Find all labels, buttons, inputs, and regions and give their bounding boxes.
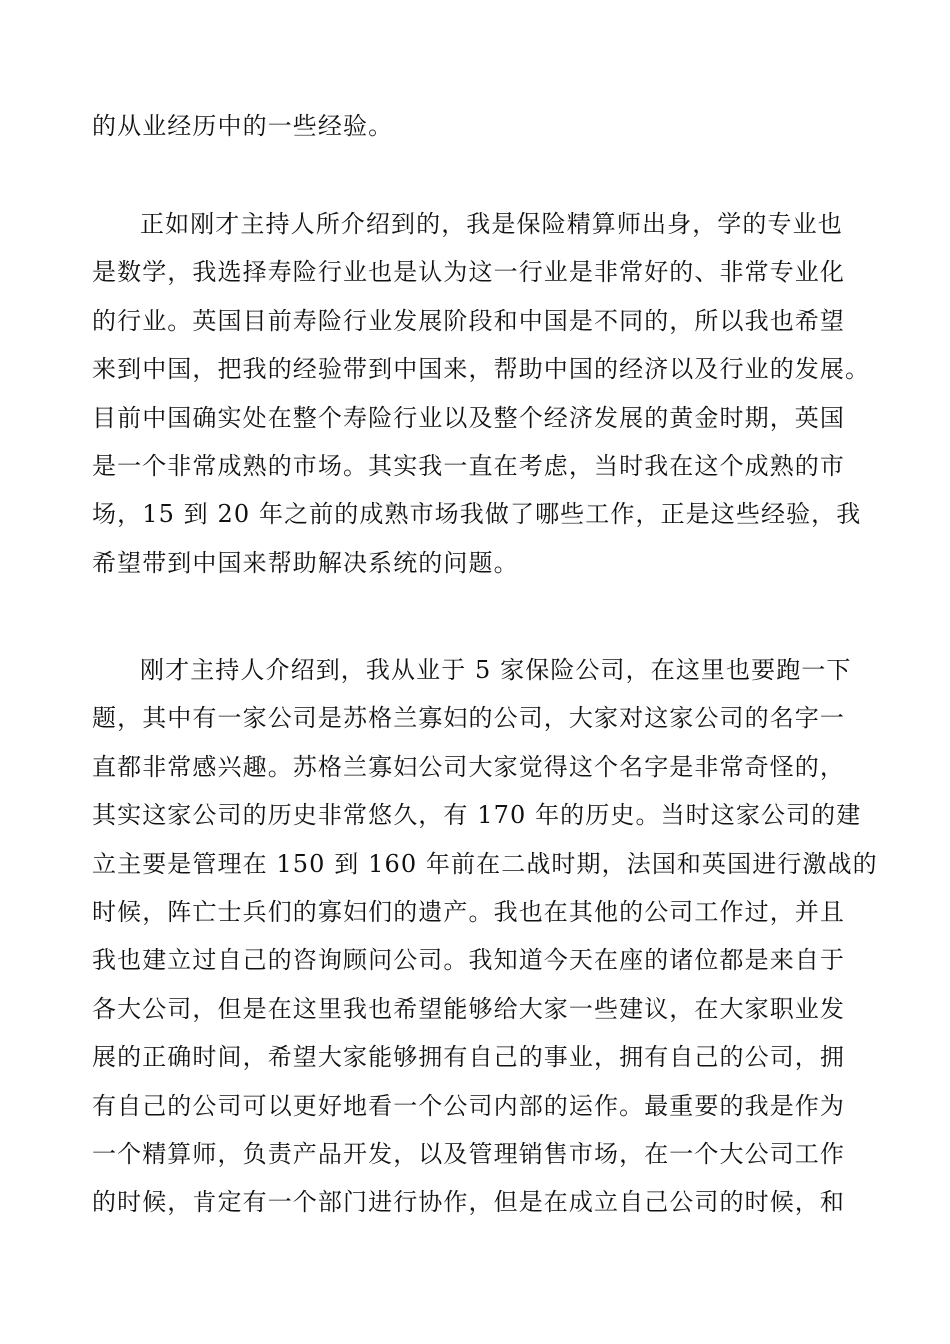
text-line: 是一个非常成熟的市场。其实我一直在考虑，当时我在这个成熟的市	[92, 451, 845, 480]
text-line: 的行业。英国目前寿险行业发展阶段和中国是不同的，所以我也希望	[92, 306, 845, 335]
text-line: 我也建立过自己的咨询顾问公司。我知道今天在座的诸位都是来自于	[92, 946, 845, 975]
text-line: 的时候，肯定有一个部门进行协作，但是在成立自己公司的时候，和	[92, 1188, 845, 1217]
paragraph	[92, 102, 892, 150]
text-line: 时候，阵亡士兵们的寡妇们的遗产。我也在其他的公司工作过，并且	[92, 897, 845, 926]
text-line: 其实这家公司的历史非常悠久，有 170 年的历史。当时这家公司的建	[92, 801, 862, 830]
text-line: 是数学，我选择寿险行业也是认为这一行业是非常好的、非常专业化	[92, 258, 845, 287]
text-line: 的从业经历中的一些经验。	[92, 112, 394, 140]
text-line: 展的正确时间，希望大家能够拥有自己的事业，拥有自己的公司，拥	[92, 1043, 845, 1072]
text-line: 各大公司，但是在这里我也希望能够给大家一些建议，在大家职业发	[92, 994, 845, 1023]
text-line: 场，15 到 20 年之前的成熟市场我做了哪些工作，正是这些经验，我	[92, 500, 862, 529]
text-line: 正如刚才主持人所介绍到的，我是保险精算师出身，学的专业也	[140, 210, 843, 238]
text-line: 一个精算师，负责产品开发，以及管理销售市场，在一个大公司工作	[92, 1139, 845, 1168]
paragraph	[92, 646, 892, 1227]
text-line: 希望带到中国来帮助解决系统的问题。	[92, 548, 519, 577]
text-line: 有自己的公司可以更好地看一个公司内部的运作。最重要的我是作为	[92, 1091, 845, 1120]
text-line: 刚才主持人介绍到，我从业于 5 家保险公司，在这里也要跑一下	[140, 656, 852, 684]
text-line: 直都非常感兴趣。苏格兰寡妇公司大家觉得这个名字是非常奇怪的，	[92, 752, 845, 781]
text-line: 目前中国确实处在整个寿险行业以及整个经济发展的黄金时期，英国	[92, 403, 845, 432]
text-line: 题，其中有一家公司是苏格兰寡妇的公司，大家对这家公司的名字一	[92, 704, 845, 733]
paragraph	[92, 200, 892, 587]
text-line: 立主要是管理在 150 到 160 年前在二战时期，法国和英国进行激战的	[92, 849, 878, 878]
text-line: 来到中国，把我的经验带到中国来，帮助中国的经济以及行业的发展。	[92, 355, 871, 384]
